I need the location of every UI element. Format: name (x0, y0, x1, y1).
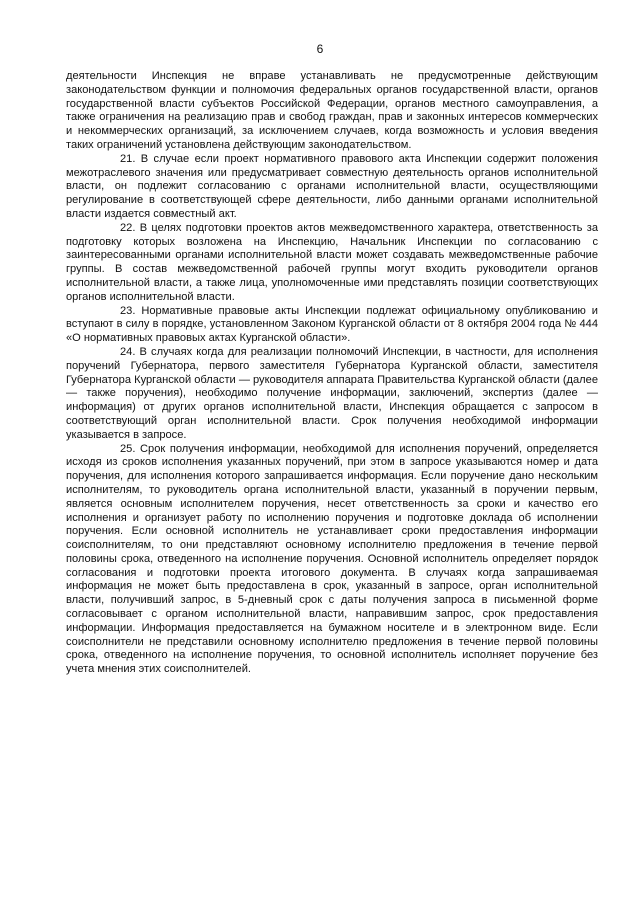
paragraph-23: 23. Нормативные правовые акты Инспекции подлежат официальному опубликованию и вступают в силу в порядке, установленном Законом Курганской области от 8 октября 2004 года № 444 «О нормативных правовых актах Курганской области». (66, 304, 598, 345)
page-number: 6 (316, 42, 324, 56)
paragraph-25: 25. Срок получения информации, необходимой для исполнения поручений, определяется исходя из сроков исполнения указанных поручений, при этом в запросе указываются номер и дата поручения, для исполнения которого запрашивается информация. Если поручение дано нескольким исполнителям, то руководитель органа исполнительной власти, указанный в поручении первым, является основным исполнителем поручения, несет ответственность за сроки и качество его исполнения и организует работу по исполнению поручения и подготовке доклада об исполнении поручения. Если основной исполнитель не устанавливает сроки предоставления информации соисполнителям, то они представляют основному исполнителю предложения в течение первой половины срока, отведенного на исполнение поручения. Основной исполнитель определяет порядок согласования и подготовки проекта итогового документа. В случаях когда запрашиваемая информация не может быть предоставлена в срок, указанный в запросе, орган исполнительной власти, получивший запрос, в 5-дневный срок с даты получения запроса в письменной форме согласовывает с органом исполнительной власти, направившим запрос, срок предоставления информации. Информация предоставляется на бумажном носителе и в электронном виде. Если соисполнители не представили основному исполнителю предложения в течение первой половины срока, отведенного на исполнение поручения, то основной исполнитель исполняет поручение без учета мнения этих соисполнителей. (66, 442, 598, 676)
paragraph-22: 22. В целях подготовки проектов актов межведомственного характера, ответственность за подготовку которых возложена на Инспекцию, Начальник Инспекции по согласованию с заинтересованными органами исполнительной власти может создавать межведомственные рабочие группы. В состав межведомственной рабочей группы могут входить руководители органов исполнительной власти, а также лица, уполномоченные ими представлять позиции соответствующих органов исполнительной власти. (66, 221, 598, 303)
document-body (66, 70, 598, 677)
paragraph-21: 21. В случае если проект нормативного правового акта Инспекции содержит положения межотраслевого значения или предусматривает совместную деятельность органов исполнительной власти, он подлежит согласованию с органами исполнительной власти, осуществляющими регулирование в соответствующей сфере деятельности, либо данными органами исполнительной власти издается совместный акт. (66, 152, 598, 220)
paragraph-24: 24. В случаях когда для реализации полномочий Инспекции, в частности, для исполнения поручений Губернатора, первого заместителя Губернатора Курганской области, заместителя Губернатора Курганской области — руководителя аппарата Правительства Курганской области (далее — также поручения), необходимо получение информации, заключений, экспертиз (далее — информация) от других органов исполнительной власти, Инспекция обращается с запросом в соответствующий орган исполнительной власти. Срок получения необходимой информации указывается в запросе. (66, 345, 598, 441)
paragraph-continuation: деятельности Инспекция не вправе устанавливать не предусмотренные действующим законодательством функции и полномочия федеральных органов государственной власти, органов государственной власти субъектов Российской Федерации, органов местного самоуправления, а также ограничения на реализацию прав и свобод граждан, прав и законных интересов коммерческих и некоммерческих организаций, за исключением случаев, когда возможность и условия введения таких ограничений установлена действующим законодательством. (66, 70, 598, 151)
